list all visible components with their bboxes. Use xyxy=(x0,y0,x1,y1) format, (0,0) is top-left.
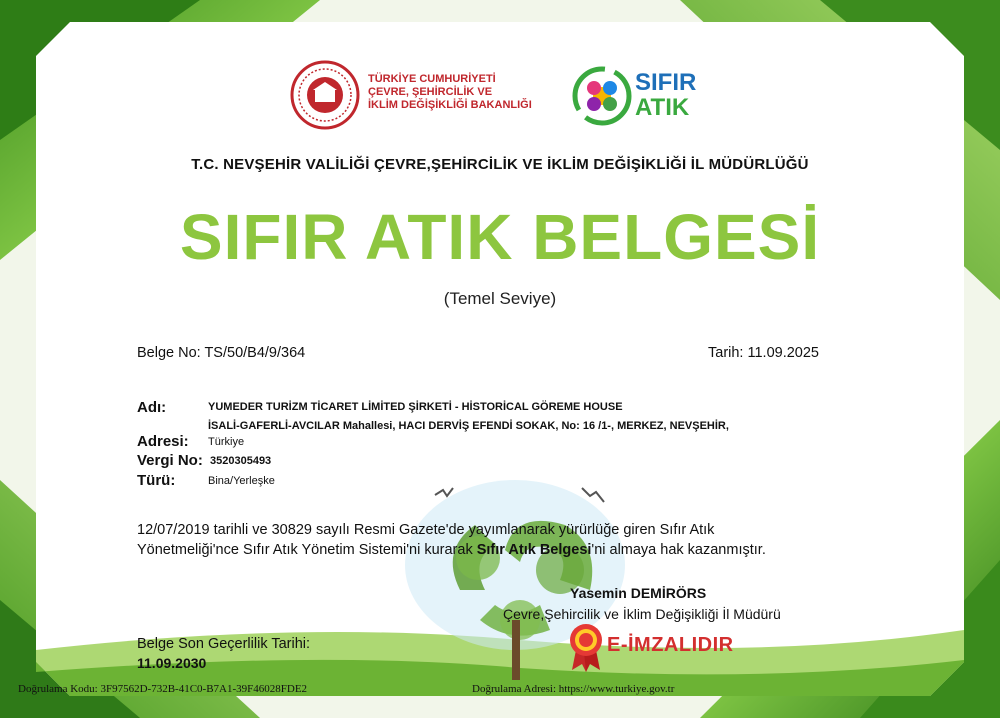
statement-part-c: 'ni almaya hak kazanmıştır. xyxy=(591,542,766,558)
document-number: Belge No: TS/50/B4/9/364 xyxy=(137,345,306,361)
rosette-seal-icon xyxy=(566,622,606,672)
name-label: Adı: xyxy=(137,399,167,416)
statement-emphasis: Sıfır Atık Belgesi xyxy=(476,542,592,558)
ministry-name-line2: ÇEVRE, ŞEHİRCİLİK VE xyxy=(368,86,493,98)
zero-waste-logo-text-2: ATIK xyxy=(635,94,690,121)
certificate-level: (Temel Seviye) xyxy=(443,289,557,308)
certificate-title: SIFIR ATIK BELGESİ xyxy=(179,201,821,273)
certificate-statement-line2 xyxy=(137,542,766,558)
validity-date: 11.09.2030 xyxy=(137,655,207,671)
issuing-authority-header: T.C. NEVŞEHİR VALİLİĞİ ÇEVRE,ŞEHİRCİLİK VE İKLİM DEĞİŞİKLİĞİ İL MÜDÜRLÜĞÜ xyxy=(191,156,809,173)
verification-code: Doğrulama Kodu: 3F97562D-732B-41C0-B7A1-39F46028FDE2 xyxy=(18,683,308,695)
tax-number-label: Vergi No: xyxy=(137,452,203,469)
signatory-first-name: Yasemin xyxy=(570,585,631,601)
type-label: Türü: xyxy=(137,472,176,489)
ministry-name-line3: İKLİM DEĞİŞİKLİĞİ BAKANLIĞI xyxy=(368,99,532,111)
address-value-line1: İSALİ-GAFERLİ-AVCILAR Mahallesi, HACI DERVİŞ EFENDİ SOKAK, No: 16 /1-, MERKEZ, NEVŞEHİR, xyxy=(208,420,729,432)
signatory-last-name: DEMİRÖRS xyxy=(630,585,707,601)
signatory-title: Çevre,Şehircilik ve İklim Değişikliği İl Müdürü xyxy=(503,606,781,622)
address-value-line2: Türkiye xyxy=(208,436,245,448)
signatory-name xyxy=(570,585,706,601)
e-signed-stamp: E-İMZALIDIR xyxy=(607,634,734,656)
ministry-emblem-icon xyxy=(290,60,360,130)
tax-number-value: 3520305493 xyxy=(210,455,272,467)
document-date: Tarih: 11.09.2025 xyxy=(708,345,819,361)
verification-address: Doğrulama Adresi: https://www.turkiye.gov.tr xyxy=(472,683,675,695)
certificate-statement-line1: 12/07/2019 tarihli ve 30829 sayılı Resmi Gazete'de yayımlanarak yürürlüğe giren Sıfır Atık xyxy=(137,522,715,538)
name-value: YUMEDER TURİZM TİCARET LİMİTED ŞİRKETİ - HİSTORİCAL GÖREME HOUSE xyxy=(208,401,623,413)
statement-part-a: Yönetmeliği'nce Sıfır Atık Yönetim Sistemi'ni kurarak xyxy=(137,542,477,558)
zero-waste-logo-text-1: SIFIR xyxy=(635,69,697,96)
address-label: Adresi: xyxy=(137,433,189,450)
ministry-name-line1: TÜRKİYE CUMHURİYETİ xyxy=(368,73,496,85)
type-value: Bina/Yerleşke xyxy=(208,475,275,487)
validity-label: Belge Son Geçerlilik Tarihi: xyxy=(137,636,311,652)
zero-waste-logo-icon xyxy=(572,66,632,126)
